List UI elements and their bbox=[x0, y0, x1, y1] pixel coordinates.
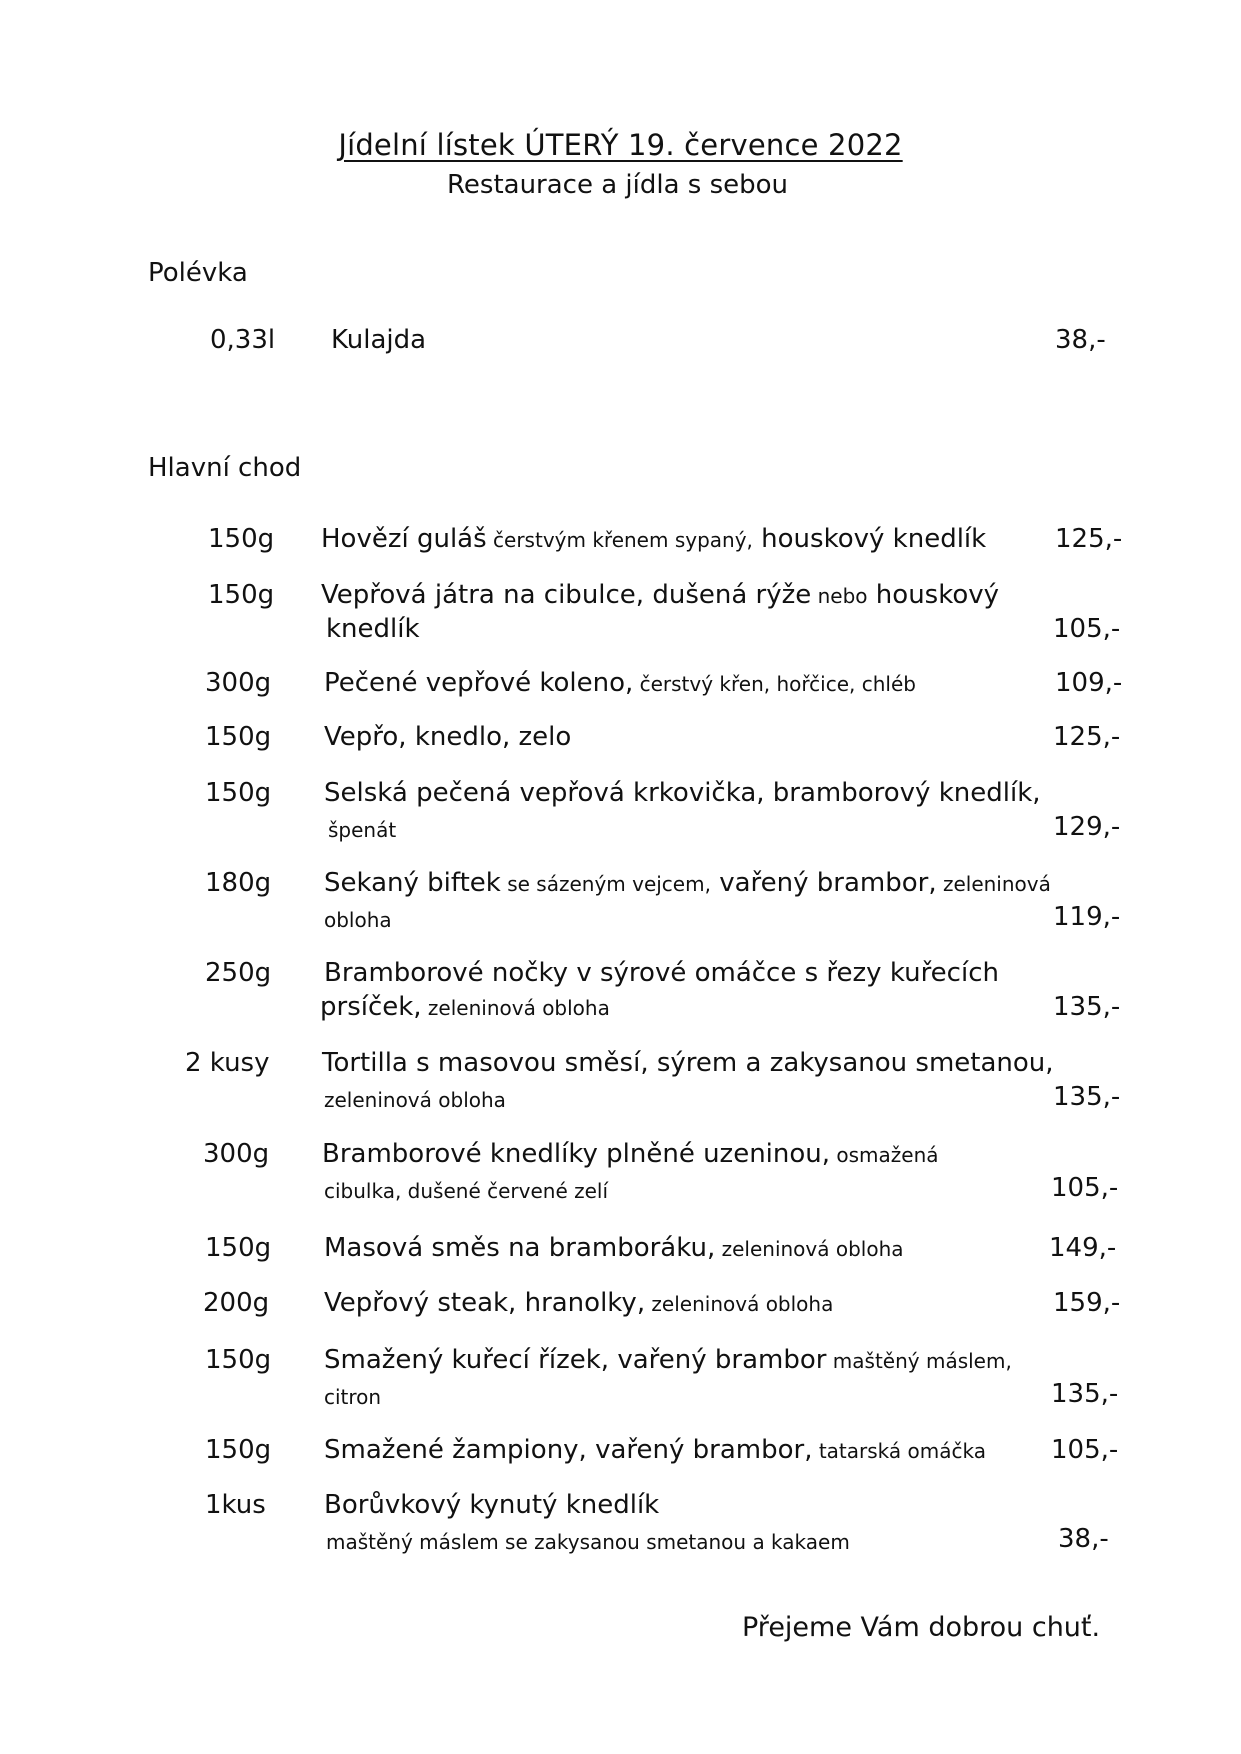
item-name-continued: zeleninová obloha bbox=[324, 1088, 506, 1112]
item-name-continued: špenát bbox=[328, 818, 397, 842]
item-price: 109,- bbox=[1055, 668, 1123, 698]
item-quantity: 300g bbox=[203, 1139, 270, 1169]
item-name: Sekaný biftek se sázeným vejcem, vařený brambor, zeleninová bbox=[324, 868, 1051, 898]
item-price: 125,- bbox=[1053, 722, 1121, 752]
item-price: 135,- bbox=[1053, 992, 1121, 1022]
page-subtitle: Restaurace a jídla s sebou bbox=[447, 170, 789, 200]
item-name-continued: prsíček, zeleninová obloha bbox=[320, 992, 610, 1022]
item-quantity: 150g bbox=[205, 1435, 272, 1465]
item-name: Masová směs na bramboráku, zeleninová obloha bbox=[324, 1233, 904, 1263]
item-quantity: 180g bbox=[205, 868, 272, 898]
item-quantity: 0,33l bbox=[210, 325, 276, 355]
section-heading-soup: Polévka bbox=[148, 258, 248, 288]
item-price: 125,- bbox=[1055, 524, 1123, 554]
item-name: Borůvkový kynutý knedlík bbox=[324, 1490, 660, 1520]
item-quantity: 150g bbox=[205, 1233, 272, 1263]
closing-greeting: Přejeme Vám dobrou chuť. bbox=[742, 1612, 1101, 1643]
item-name: Vepřová játra na cibulce, dušená rýže nebo houskový bbox=[321, 580, 1000, 610]
item-quantity: 150g bbox=[205, 778, 272, 808]
item-price: 129,- bbox=[1053, 812, 1121, 842]
item-price: 135,- bbox=[1053, 1082, 1121, 1112]
item-price: 38,- bbox=[1058, 1524, 1109, 1554]
item-name: Vepřový steak, hranolky, zeleninová obloha bbox=[324, 1288, 834, 1318]
item-name: Smažený kuřecí řízek, vařený brambor maštěný máslem, bbox=[324, 1345, 1012, 1375]
item-name: Tortilla s masovou směsí, sýrem a zakysanou smetanou, bbox=[322, 1048, 1054, 1078]
section-heading-main: Hlavní chod bbox=[148, 453, 302, 483]
item-price: 105,- bbox=[1051, 1173, 1119, 1203]
item-name: Bramborové nočky v sýrové omáčce s řezy kuřecích bbox=[324, 958, 999, 988]
item-name-continued: cibulka, dušené červené zelí bbox=[324, 1179, 609, 1203]
item-name: Selská pečená vepřová krkovička, bramborový knedlík, bbox=[324, 778, 1041, 808]
item-quantity: 150g bbox=[208, 524, 275, 554]
item-name-continued: maštěný máslem se zakysanou smetanou a kakaem bbox=[326, 1530, 850, 1554]
item-price: 159,- bbox=[1053, 1288, 1121, 1318]
item-quantity: 2 kusy bbox=[185, 1048, 270, 1078]
item-quantity: 150g bbox=[205, 722, 272, 752]
item-name: Smažené žampiony, vařený brambor, tatarská omáčka bbox=[324, 1435, 986, 1465]
item-quantity: 300g bbox=[205, 668, 272, 698]
item-name: Kulajda bbox=[331, 325, 427, 355]
item-quantity: 200g bbox=[203, 1288, 270, 1318]
item-name-continued: citron bbox=[324, 1385, 382, 1409]
item-price: 38,- bbox=[1055, 325, 1106, 355]
item-quantity: 150g bbox=[205, 1345, 272, 1375]
item-name: Vepřo, knedlo, zelo bbox=[324, 722, 572, 752]
item-name-continued: obloha bbox=[324, 908, 392, 932]
item-quantity: 250g bbox=[205, 958, 272, 988]
item-price: 149,- bbox=[1049, 1233, 1117, 1263]
page-title: Jídelní lístek ÚTERÝ 19. července 2022 bbox=[338, 128, 903, 162]
item-price: 105,- bbox=[1051, 1435, 1119, 1465]
item-name: Hovězí guláš čerstvým křenem sypaný, houskový knedlík bbox=[321, 524, 987, 554]
item-name: Bramborové knedlíky plněné uzeninou, osmažená bbox=[322, 1139, 939, 1169]
item-price: 119,- bbox=[1053, 902, 1121, 932]
item-quantity: 150g bbox=[208, 580, 275, 610]
item-price: 105,- bbox=[1053, 614, 1121, 644]
item-quantity: 1kus bbox=[205, 1490, 266, 1520]
item-name-continued: knedlík bbox=[326, 614, 420, 644]
item-price: 135,- bbox=[1051, 1379, 1119, 1409]
item-name: Pečené vepřové koleno, čerstvý křen, hořčice, chléb bbox=[324, 668, 916, 698]
